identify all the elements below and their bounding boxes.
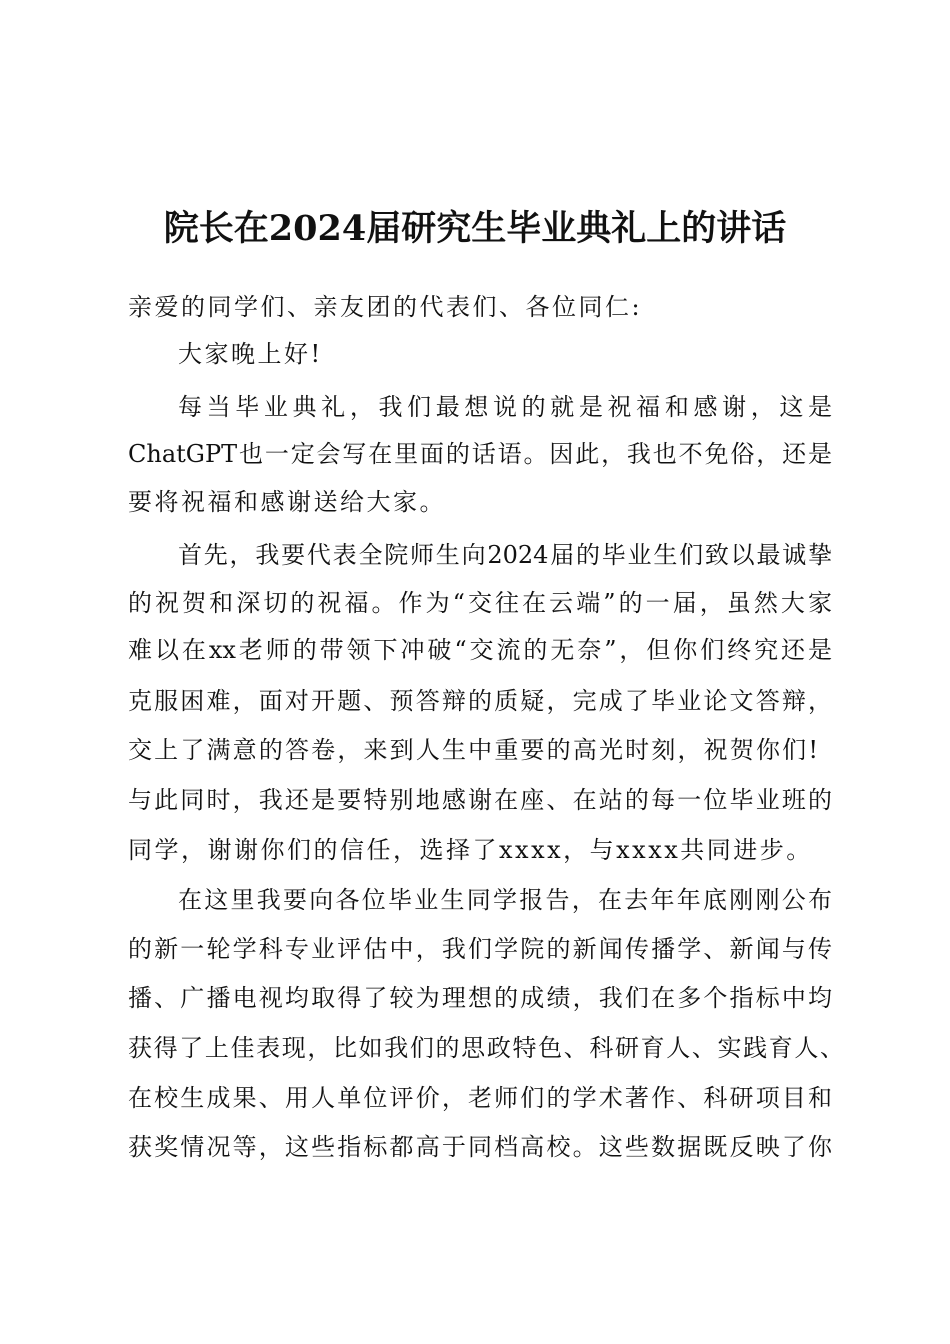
paragraph-3-line-4: 获得了上佳表现，比如我们的思政特色、科研育人、实践育人、 bbox=[128, 1034, 844, 1062]
paragraph-3-line-6: 获奖情况等，这些指标都高于同档高校。这些数据既反映了你 bbox=[128, 1133, 832, 1161]
paragraph-2-line-4: 克服困难，面对开题、预答辩的质疑，完成了毕业论文答辩， bbox=[128, 687, 832, 715]
paragraph-2-line-5: 交上了满意的答卷，来到人生中重要的高光时刻，祝贺你们! bbox=[128, 736, 818, 764]
paragraph-3-line-5: 在校生成果、用人单位评价，老师们的学术著作、科研项目和 bbox=[128, 1084, 832, 1112]
paragraph-1-line-3: 要将祝福和感谢送给大家。 bbox=[128, 488, 446, 516]
paragraph-2-line-2: 的祝贺和深切的祝福。作为“交往在云端”的一届，虽然大家 bbox=[128, 589, 832, 617]
paragraph-2-line-7: 同学，谢谢你们的信任，选择了xxxx，与xxxx共同进步。 bbox=[128, 836, 813, 864]
paragraph-1-line-2: ChatGPT也一定会写在里面的话语。因此，我也不免俗，还是 bbox=[128, 440, 832, 468]
paragraph-3-line-2: 的新一轮学科专业评估中，我们学院的新闻传播学、新闻与传 bbox=[128, 935, 832, 963]
paragraph-3-line-3: 播、广播电视均取得了较为理想的成绩，我们在多个指标中均 bbox=[128, 984, 832, 1012]
paragraph-2-line-3: 难以在xx老师的带领下冲破“交流的无奈”，但你们终究还是 bbox=[128, 636, 832, 664]
paragraph-3-line-1: 在这里我要向各位毕业生同学报告，在去年年底刚刚公布 bbox=[178, 886, 832, 914]
greeting-line: 大家晚上好! bbox=[178, 340, 323, 368]
speech-title: 院长在2024届研究生毕业典礼上的讲话 bbox=[163, 208, 787, 249]
paragraph-1-line-1: 每当毕业典礼，我们最想说的就是祝福和感谢，这是 bbox=[178, 393, 832, 421]
paragraph-2-line-1: 首先，我要代表全院师生向2024届的毕业生们致以最诚挚 bbox=[178, 541, 832, 569]
salutation-line: 亲爱的同学们、亲友团的代表们、各位同仁: bbox=[128, 293, 643, 321]
paragraph-2-line-6: 与此同时，我还是要特别地感谢在座、在站的每一位毕业班的 bbox=[128, 786, 832, 814]
